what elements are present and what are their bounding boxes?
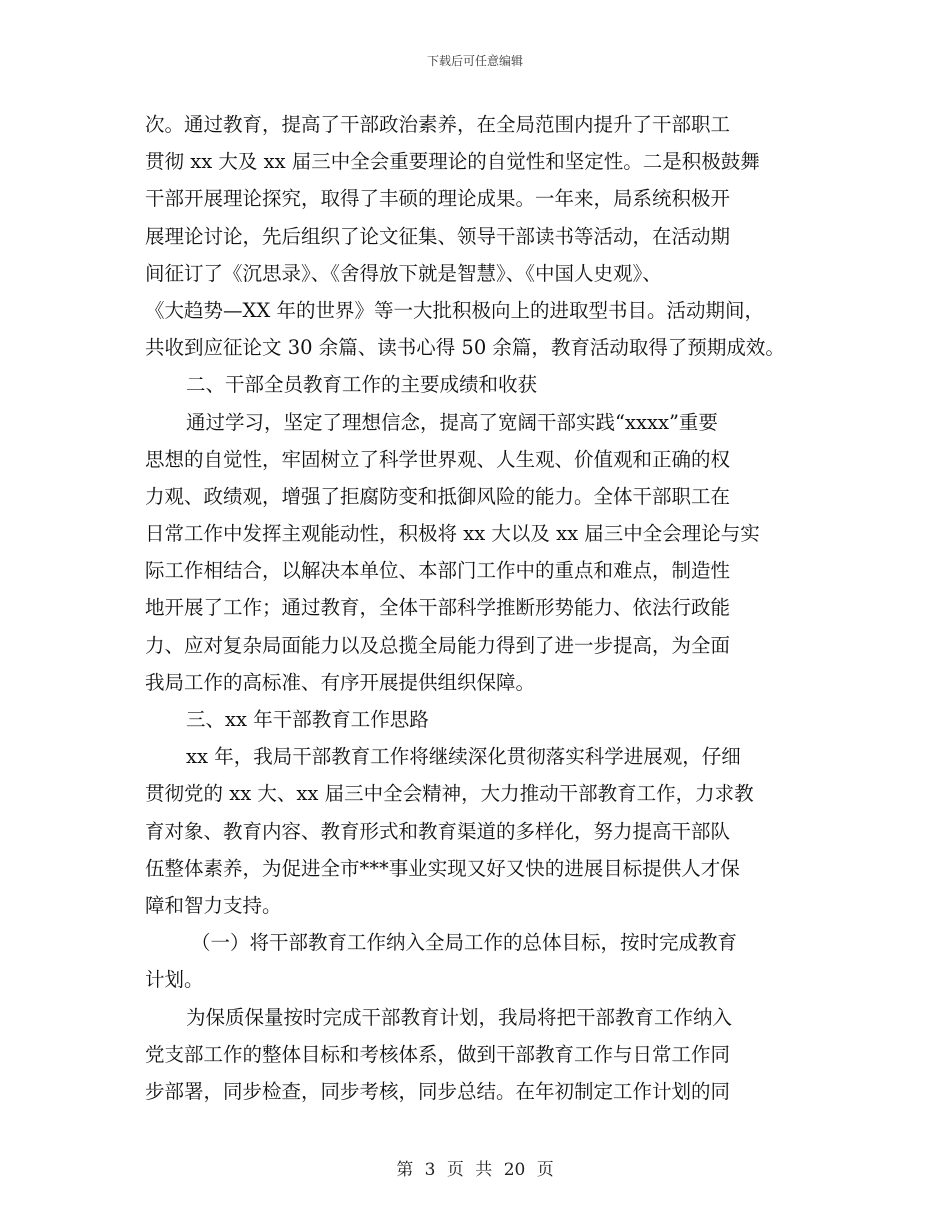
body-line: 共收到应征论文 30 余篇、读书心得 50 余篇，教育活动取得了预期成效。 [145, 336, 785, 360]
page-header: 下载后可任意编辑 [426, 54, 523, 68]
body-line: 际工作相结合，以解决本单位、本部门工作中的重点和难点，制造性 [145, 559, 731, 583]
body-line: 贯彻党的 xx 大、xx 届三中全会精神，大力推动干部教育工作，力求教 [145, 782, 754, 806]
body-line: 为保质保量按时完成干部教育计划，我局将把干部教育工作纳入 [186, 1005, 733, 1029]
section-heading: 二、干部全员教育工作的主要成绩和收获 [186, 373, 538, 397]
body-line: 步部署，同步检查，同步考核，同步总结。在年初制定工作计划的同 [145, 1079, 731, 1103]
body-line: 《大趋势—XX 年的世界》等一大批积极向上的进取型书目。活动期间， [145, 298, 764, 322]
document-body [145, 106, 815, 1110]
body-line: 力、应对复杂局面能力以及总揽全局能力得到了进一步提高，为全面 [145, 633, 731, 657]
body-line: 通过学习，坚定了理想信念，提高了宽阔干部实践“xxxx”重要 [186, 410, 718, 434]
body-line: 次。通过教育，提高了干部政治素养，在全局范围内提升了干部职工 [145, 113, 731, 136]
body-line: xx 年，我局干部教育工作将继续深化贯彻落实科学进展观，仔细 [186, 745, 741, 769]
body-line: 地开展了工作；通过教育，全体干部科学推断形势能力、依法行政能 [145, 596, 731, 620]
body-line: 障和智力支持。 [145, 893, 282, 917]
body-line: 伍整体素养，为促进全市***事业实现又好又快的进展目标提供人才保 [145, 856, 740, 880]
subsection-heading: （一）将干部教育工作纳入全局工作的总体目标，按时完成教育 [191, 931, 738, 955]
body-line: 思想的自觉性，牢固树立了科学世界观、人生观、价值观和正确的权 [145, 447, 731, 471]
body-line: 计划。 [145, 968, 204, 992]
body-line: 贯彻 xx 大及 xx 届三中全会重要理论的自觉性和坚定性。二是积极鼓舞 [145, 150, 760, 174]
body-line: 我局工作的高标准、有序开展提供组织保障。 [145, 670, 536, 694]
body-line: 间征订了《沉思录》、《舍得放下就是智慧》、《中国人史观》、 [145, 261, 662, 285]
body-line: 展理论讨论，先后组织了论文征集、领导干部读书等活动，在活动期 [145, 224, 731, 248]
body-line: 党支部工作的整体目标和考核体系，做到干部教育工作与日常工作同 [145, 1042, 731, 1066]
body-line: 力观、政绩观，增强了拒腐防变和抵御风险的能力。全体干部职工在 [145, 484, 731, 508]
body-line: 育对象、教育内容、教育形式和教育渠道的多样化，努力提高干部队 [145, 819, 731, 843]
body-line: 干部开展理论探究，取得了丰硕的理论成果。一年来，局系统积极开 [145, 187, 731, 211]
body-line: 日常工作中发挥主观能动性，积极将 xx 大以及 xx 届三中全会理论与实 [145, 522, 760, 546]
section-heading: 三、xx 年干部教育工作思路 [186, 708, 429, 731]
page-footer: 第 3 页 共 20 页 [396, 1160, 554, 1180]
